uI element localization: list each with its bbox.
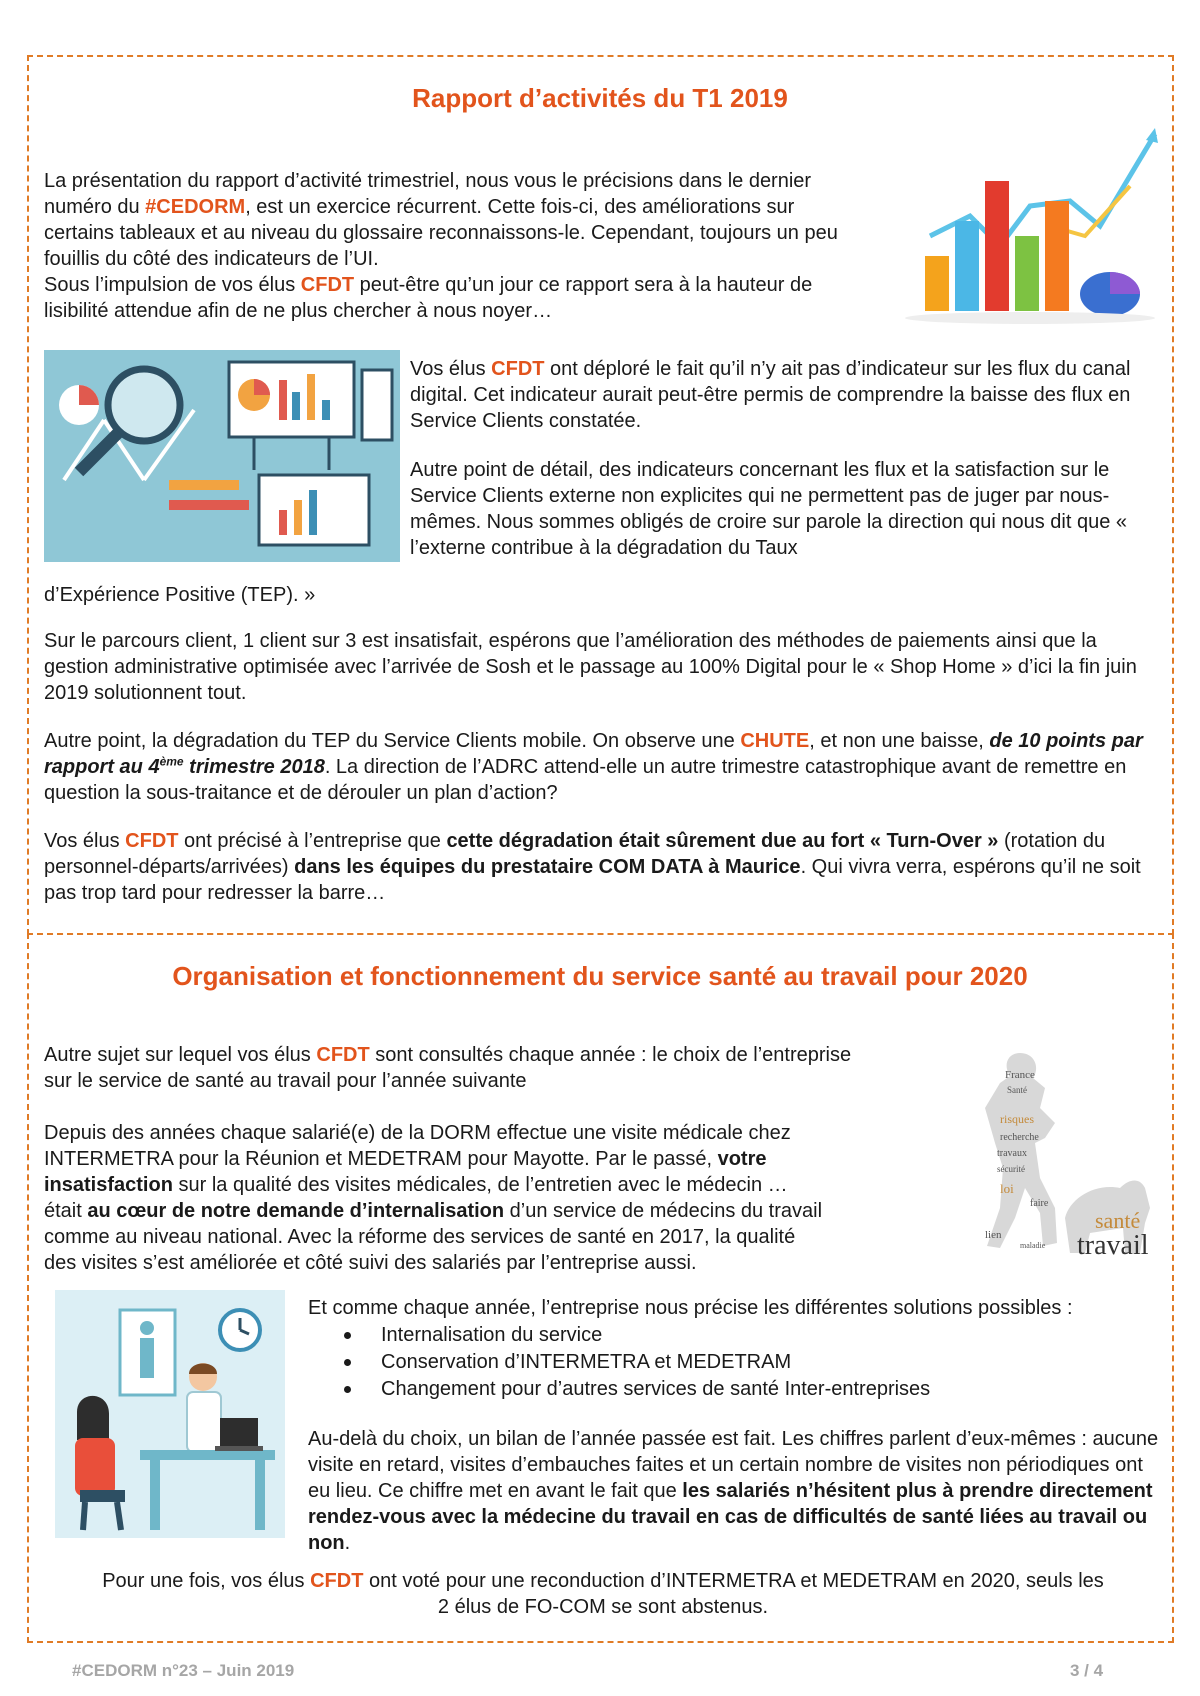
review-paragraph: Au-delà du choix, un bilan de l’année passée est fait. Les chiffres parlent d’eux-mêmes : aucune visite en retard, visites d’embauches faites et un certain nombre de visites non périodiques ont eu lieu. Ce chiffre met en avant le fait que les salariés n’hésitent plus à prendre directement rendez-vous avec la médecine du travail en cas de difficultés de santé liées au travail ou non. [308, 1428, 1159, 1554]
customer-journey-paragraph: Sur le parcours client, 1 client sur 3 est insatisfait, espérons que l’amélioration des méthodes de paiements ainsi que la gestion administrative optimisée avec l’arrivée de Sosh et le passage au 100% Digital pour le « Shop Home » d’ici la fin juin 2019 solutionnent tout. [44, 630, 1137, 704]
vote-paragraph: Pour une fois, vos élus CFDT ont voté pour une reconduction d’INTERMETRA et MEDETRAM en 2020, seuls les 2 élus de FO-COM se sont abstenus. [102, 1570, 1104, 1618]
turnover-paragraph: Vos élus CFDT ont précisé à l’entreprise que cette dégradation était sûrement due au fort « Turn-Over » (rotation du personnel-départs/arrivées) dans les équipes du prestataire COM DATA à Maurice. Qui vivra verra, espérons qu’il ne soit pas trop tard pour redresser la barre… [44, 830, 1141, 904]
bar-chart-illustration [900, 126, 1160, 341]
digital-channel-paragraph: Vos élus CFDT ont déploré le fait qu’il n’y ait pas d’indicateur sur les flux du canal digital. Cet indicateur aurait peut-être permis de comprendre la baisse des flux en Service Clients constatée. [410, 358, 1131, 432]
doctor-consultation-illustration [55, 1290, 285, 1538]
intro-paragraph: La présentation du rapport d’activité trimestriel, nous vous le précisions dans le dernier numéro du #CEDORM, est un exercice récurrent. Cette fois-ci, des améliorations sur certains tableaux et au niveau du glossaire reconnaissons-le. Cependant, toujours un peu fouillis du côté des indicateurs de l’UI. Sous l’impulsion de vos élus CFDT peut-être qu’un jour ce rapport sera à la hauteur de lisibilité attendue afin de ne plus chercher à nous noyer… [44, 170, 838, 322]
section-title-health-service: Organisation et fonctionnement du service santé au travail pour 2020 [172, 961, 1028, 991]
wordcloud-word-2: risques [1000, 1112, 1034, 1126]
external-service-paragraph: Autre point de détail, des indicateurs concernant les flux et la satisfaction sur le Service Clients externe non explicites qui ne permettent pas de juger par nous-mêmes. Nous sommes obligés de croire sur parole la direction qui nous dit que « l’externe contribue à la dégradation du Taux [410, 459, 1128, 559]
consultation-paragraph: Autre sujet sur lequel vos élus CFDT sont consultés chaque année : le choix de l’entreprise sur le service de santé au travail pour l’année suivante [44, 1044, 852, 1092]
wordcloud-word-9: maladie [1020, 1241, 1046, 1250]
external-service-paragraph-end: d’Expérience Positive (TEP). » [44, 584, 316, 606]
health-at-work-wordcloud [945, 1048, 1155, 1263]
wordcloud-word-8: lien [985, 1229, 1002, 1241]
solutions-intro-paragraph: Et comme chaque année, l’entreprise nous précise les différentes solutions possibles : [308, 1297, 1073, 1319]
wordcloud-word-6: loi [1000, 1181, 1014, 1196]
list-item: Internalisation du service [308, 1322, 1168, 1349]
solutions-list [308, 1322, 1168, 1403]
wordcloud-word-5: sécurité [997, 1164, 1025, 1174]
section-title-activity-report: Rapport d’activités du T1 2019 [412, 83, 788, 113]
wordcloud-word-4: travaux [997, 1148, 1027, 1159]
list-item: Conservation d’INTERMETRA et MEDETRAM [308, 1349, 1168, 1376]
wordcloud-word-10: santé [1095, 1208, 1141, 1233]
data-analysis-illustration [44, 350, 400, 562]
wordcloud-word-11: travail [1077, 1230, 1149, 1261]
tep-drop-paragraph: Autre point, la dégradation du TEP du Service Clients mobile. On observe une CHUTE, et non une baisse, de 10 points par rapport au 4ème trimestre 2018. La direction de l’ADRC attend-elle un autre trimestre catastrophique avant de remettre en question la sous-traitance et de dérouler un plan d’action? [44, 730, 1143, 804]
footer-issue-label: #CEDORM n°23 – Juin 2019 [72, 1661, 295, 1680]
footer-page-number: 3 / 4 [1070, 1661, 1104, 1680]
wordcloud-word-0: France [1005, 1069, 1035, 1081]
list-item: Changement pour d’autres services de santé Inter-entreprises [308, 1376, 1168, 1403]
wordcloud-word-7: faire [1030, 1198, 1049, 1209]
wordcloud-word-3: recherche [1000, 1132, 1039, 1143]
wordcloud-word-1: Santé [1007, 1085, 1027, 1095]
medical-visit-paragraph: Depuis des années chaque salarié(e) de la DORM effectue une visite médicale chez INTERMETRA pour la Réunion et MEDETRAM pour Mayotte. Par le passé, votre insatisfaction sur la qualité des visites médicales, de l’entretien avec le médecin … était au cœur de notre demande d’internalisation d’un service de médecins du travail comme au niveau national. Avec la réforme des services de santé en 2017, la qualité des visites s’est améliorée et côté suivi des salariés par l’entreprise aussi. [44, 1122, 823, 1274]
